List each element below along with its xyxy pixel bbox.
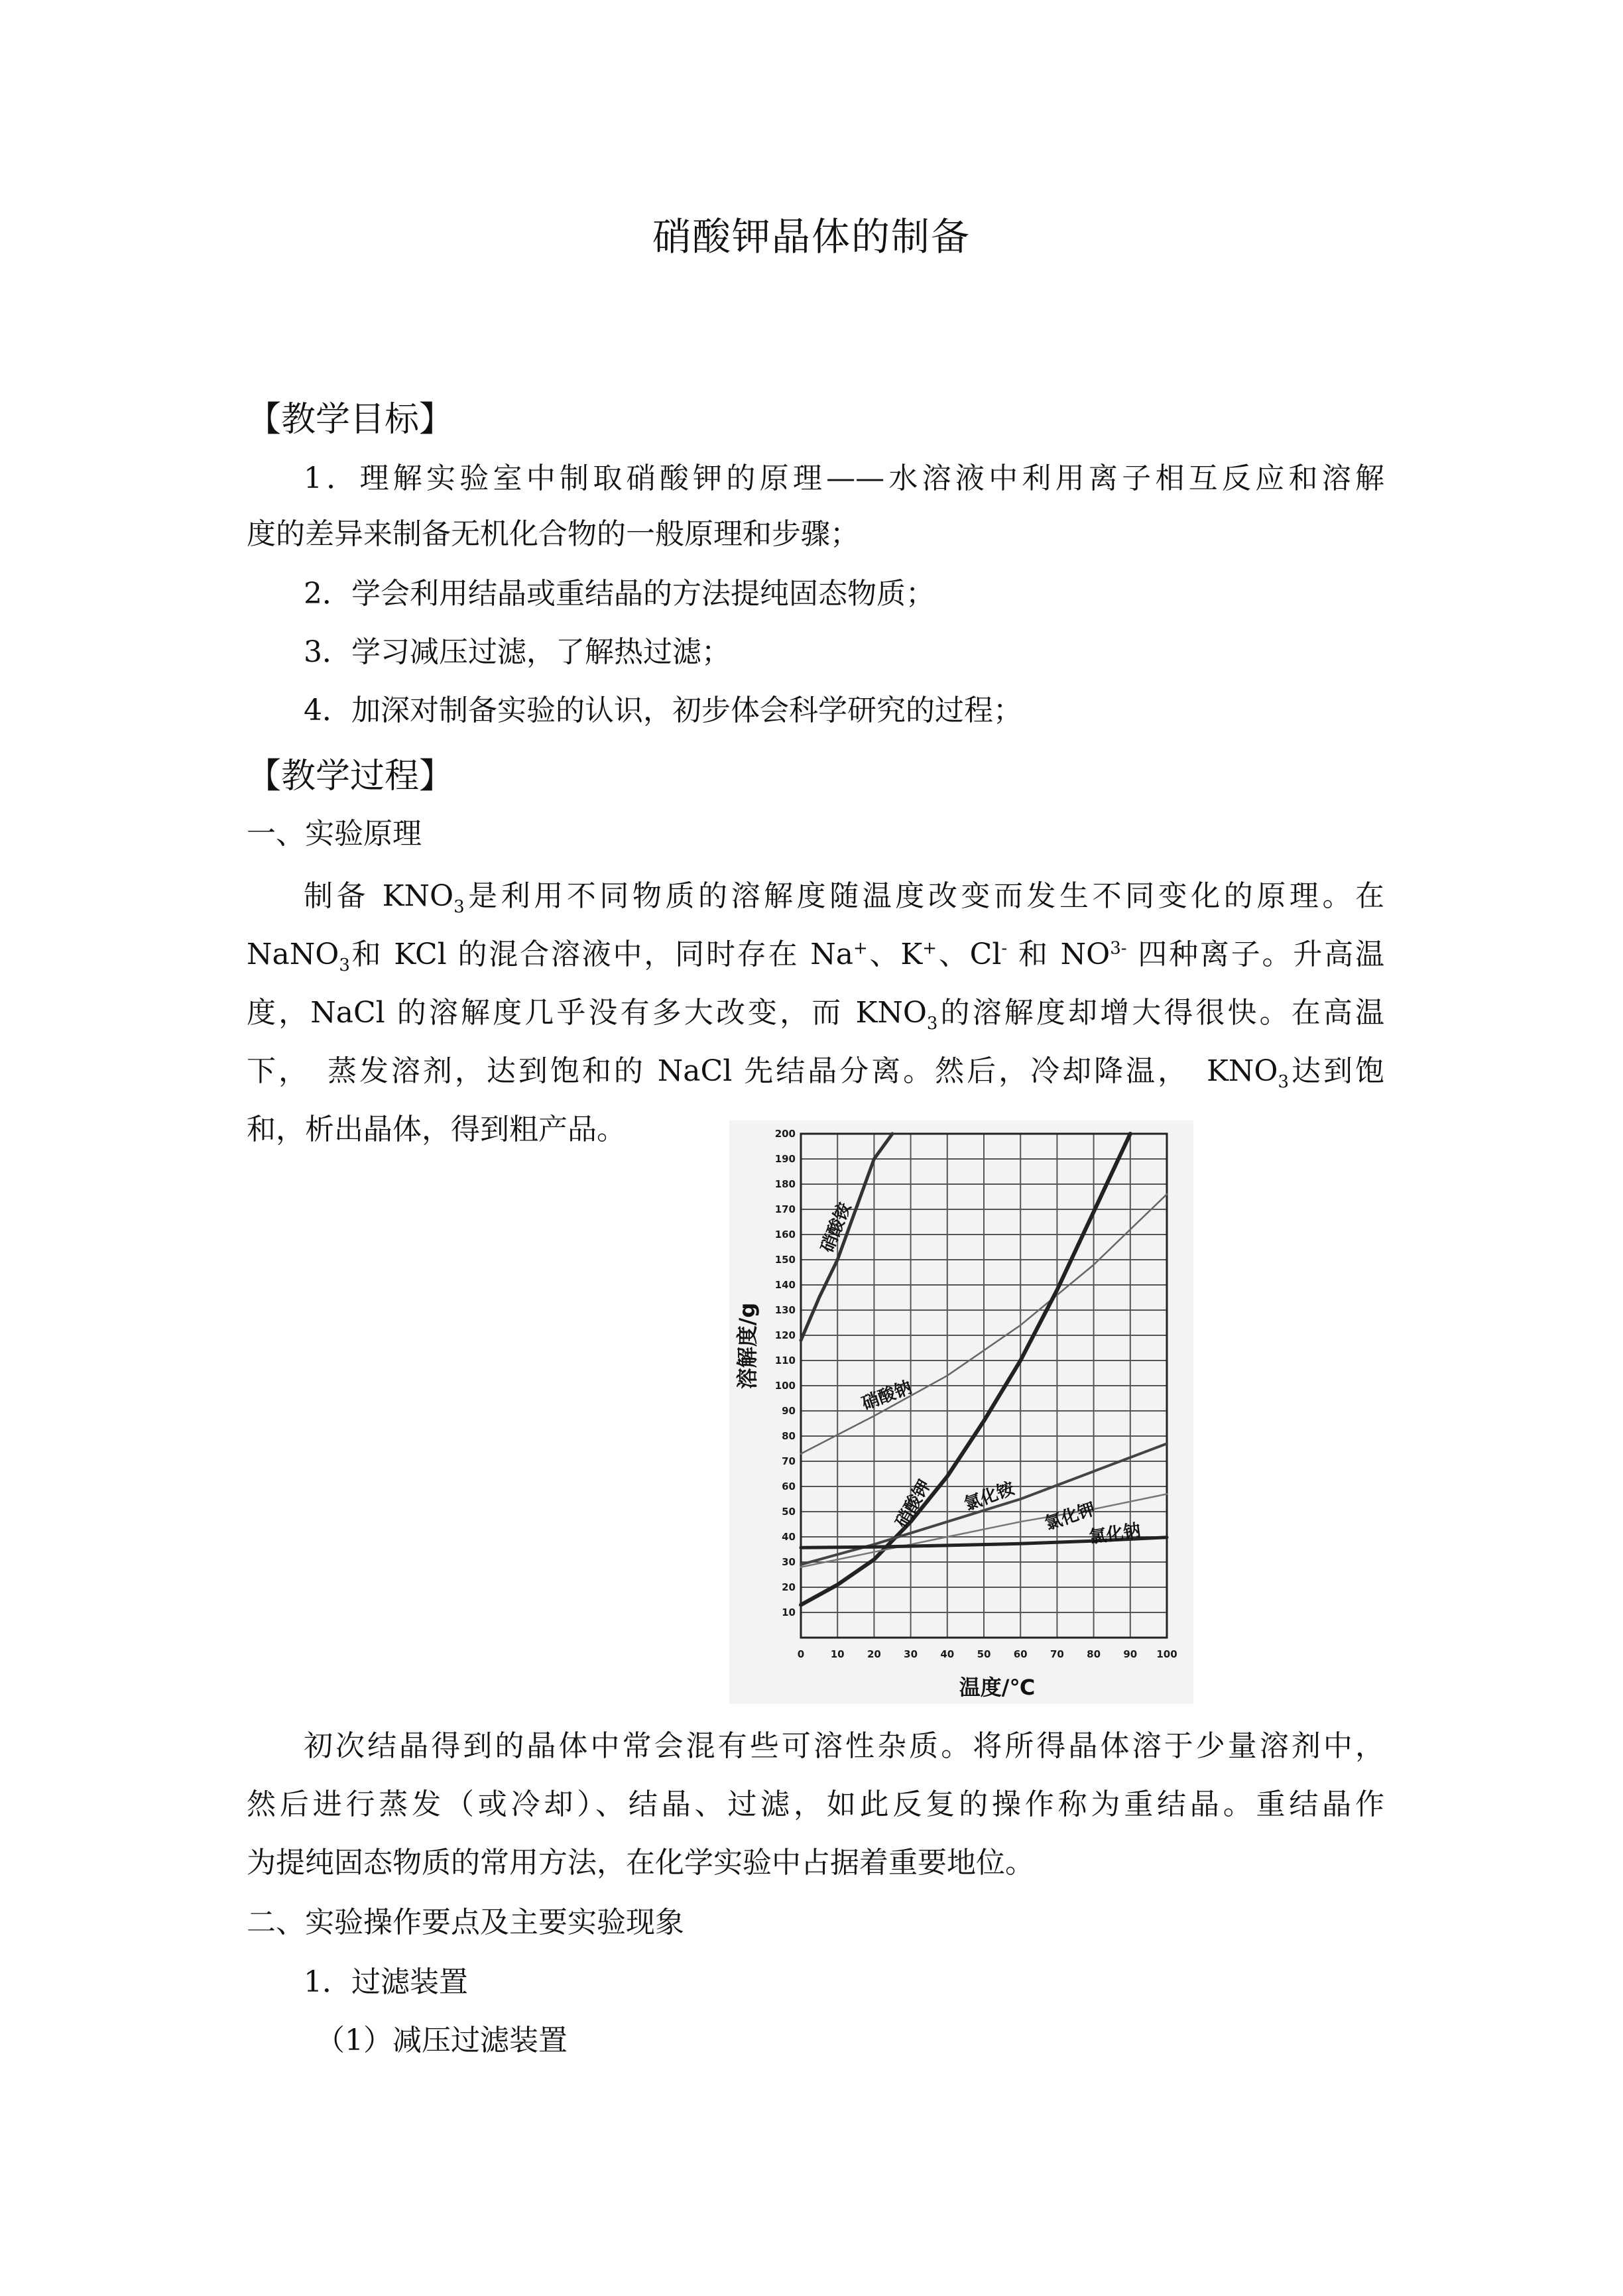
- y-tick-label: 70: [782, 1455, 796, 1467]
- y-tick-label: 160: [774, 1229, 796, 1240]
- principle-line-5: 和，析出晶体，得到粗产品。: [247, 1113, 626, 1146]
- superscript: 3-: [1110, 938, 1127, 959]
- goal-line-4: 4．加深对制备实验的认识，初步体会科学研究的过程；: [304, 694, 1022, 727]
- text-run: 四种离子。升高温: [1126, 937, 1384, 971]
- recrystal-line-2: 然后进行蒸发（或冷却）、结晶、过滤，如此反复的操作称为重结晶。重结晶作: [247, 1787, 1384, 1821]
- chart-background: [729, 1120, 1193, 1704]
- y-tick-label: 90: [782, 1405, 796, 1417]
- principle-line-1: [304, 879, 1384, 917]
- x-tick-label: 80: [1087, 1648, 1101, 1660]
- subsection-1-1: （1）减压过滤装置: [316, 2024, 568, 2057]
- section1-title: 一、实验原理: [247, 817, 422, 851]
- document-title: 硝酸钾晶体的制备: [652, 214, 971, 259]
- text-run: 的溶解度却增大得很快。在高温: [937, 996, 1384, 1030]
- y-tick-label: 170: [774, 1203, 796, 1215]
- series-label-1: 硝酸铵: [817, 1199, 855, 1256]
- x-tick-label: 90: [1123, 1648, 1138, 1660]
- y-tick-label: 140: [774, 1279, 796, 1291]
- series-label-2: 硝酸钠: [859, 1377, 915, 1414]
- goals-heading: 【教学目标】: [247, 400, 454, 440]
- section2-title: 二、实验操作要点及主要实验现象: [247, 1905, 684, 1939]
- x-tick-label: 70: [1050, 1648, 1064, 1660]
- solubility-chart-svg: [729, 1120, 1193, 1704]
- x-axis-title: 温度/℃: [959, 1675, 1036, 1700]
- y-tick-label: 120: [774, 1329, 796, 1341]
- text-run: 、Cl: [937, 937, 1002, 971]
- x-tick-label: 60: [1013, 1648, 1028, 1660]
- x-tick-label: 20: [867, 1648, 881, 1660]
- superscript: +: [853, 938, 868, 959]
- goal-line-1-cont: 度的差异来制备无机化合物的一般原理和步骤；: [247, 517, 859, 551]
- y-tick-label: 200: [774, 1128, 796, 1140]
- x-tick-label: 100: [1156, 1648, 1177, 1660]
- subscript: 3: [1278, 1071, 1290, 1092]
- text-run: 和 NO: [1007, 937, 1111, 971]
- subscript: 3: [339, 955, 350, 975]
- goal-line-2: 2．学会利用结晶或重结晶的方法提纯固态物质；: [304, 577, 935, 611]
- series-label-5: 氯化钾: [1042, 1499, 1098, 1534]
- text-run: 度，NaCl 的溶解度几乎没有多大改变，而 KNO: [247, 996, 927, 1030]
- text-run: 下， 蒸发溶剂，达到饱和的 NaCl 先结晶分离。然后，冷却降温， KNO: [247, 1054, 1278, 1088]
- y-axis-title: 溶解度/g: [735, 1302, 760, 1390]
- recrystal-line-3: 为提纯固态物质的常用方法，在化学实验中占据着重要地位。: [247, 1846, 1034, 1880]
- series-label-6: 氯化钠: [1087, 1520, 1142, 1548]
- x-tick-label: 0: [797, 1648, 805, 1660]
- y-tick-label: 20: [782, 1581, 796, 1593]
- y-tick-label: 130: [774, 1304, 796, 1316]
- x-tick-label: 50: [977, 1648, 991, 1660]
- y-tick-label: 80: [782, 1430, 796, 1442]
- superscript: +: [922, 938, 937, 959]
- text-run: 是利用不同物质的溶解度随温度改变而发生不同变化的原理。在: [464, 879, 1384, 913]
- x-tick-label: 10: [830, 1648, 845, 1660]
- y-tick-label: 110: [774, 1355, 796, 1366]
- y-tick-label: 50: [782, 1506, 796, 1518]
- y-tick-label: 150: [774, 1254, 796, 1266]
- principle-line-2: [247, 937, 1384, 975]
- series-label-4: 氯化铵: [961, 1478, 1018, 1515]
- y-tick-label: 10: [782, 1606, 796, 1618]
- y-tick-label: 30: [782, 1556, 796, 1568]
- subscript: 3: [926, 1013, 938, 1034]
- recrystal-line-1: 初次结晶得到的晶体中常会混有些可溶性杂质。将所得晶体溶于少量溶剂中，: [304, 1729, 1384, 1763]
- y-tick-label: 190: [774, 1153, 796, 1165]
- text-run: 制备 KNO: [304, 879, 454, 913]
- principle-line-3: [247, 996, 1384, 1034]
- y-tick-label: 180: [774, 1178, 796, 1190]
- series-label-3: 硝酸钾: [892, 1477, 935, 1532]
- y-tick-label: 60: [782, 1480, 796, 1492]
- x-tick-label: 40: [940, 1648, 955, 1660]
- superscript: -: [1001, 938, 1008, 959]
- goal-line-3: 3．学习减压过滤，了解热过滤；: [304, 635, 731, 669]
- principle-line-4: [247, 1054, 1385, 1092]
- subsection-1: 1．过滤装置: [304, 1965, 468, 1999]
- process-heading: 【教学过程】: [247, 756, 454, 796]
- y-tick-label: 100: [774, 1380, 796, 1392]
- text-run: 和 KCl 的混合溶液中，同时存在 Na: [349, 937, 853, 971]
- subscript: 3: [453, 896, 465, 917]
- text-run: 达到饱: [1289, 1054, 1385, 1088]
- goal-line-1: 1．理解实验室中制取硝酸钾的原理——水溶液中利用离子相互反应和溶解: [304, 461, 1384, 495]
- solubility-chart: [729, 1120, 1193, 1704]
- x-tick-label: 30: [904, 1648, 918, 1660]
- text-run: NaNO: [247, 937, 339, 971]
- y-tick-label: 40: [782, 1531, 796, 1543]
- text-run: 、K: [867, 937, 923, 971]
